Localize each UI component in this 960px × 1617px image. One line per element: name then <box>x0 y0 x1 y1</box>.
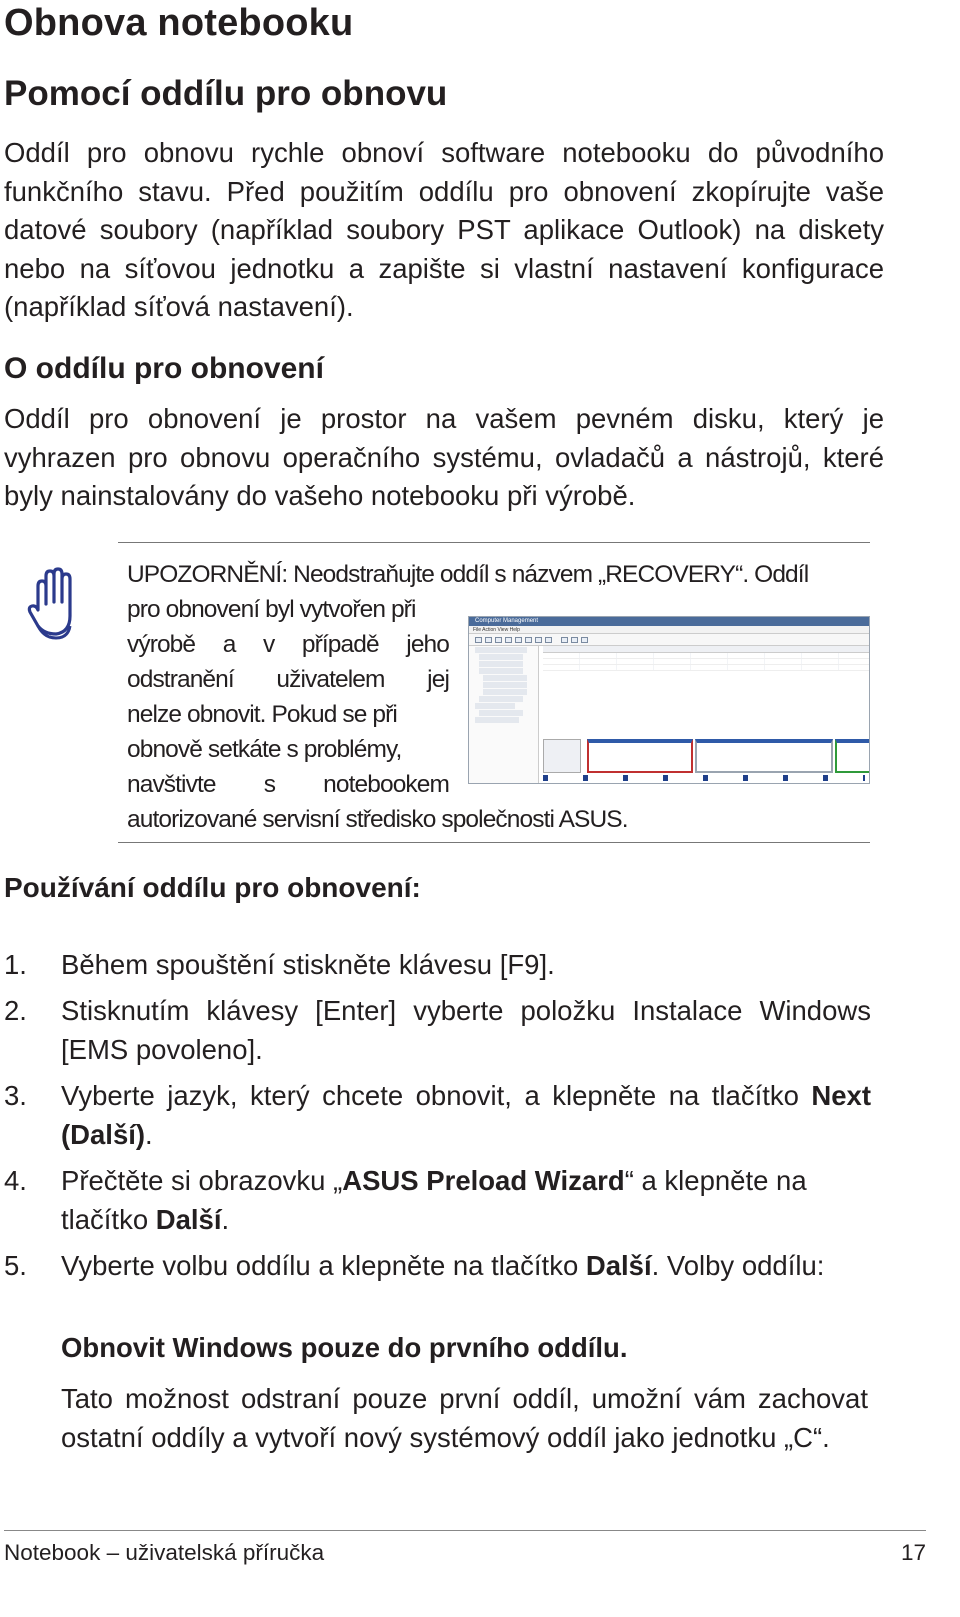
note-top-rule <box>118 542 870 543</box>
step-number: 1. <box>4 949 27 980</box>
note-bottom-rule <box>118 842 870 843</box>
paragraph-recovery-intro: Oddíl pro obnovu rychle obnoví software notebooku do původního funkčního stavu. Před použitím oddílu pro obnovení zkopírujte vaše datové soubory (například soubory PST aplikace Outlook) na diskety nebo na síťovou jednotku a zapište si vlastní nastavení konfigurace (například síťová nastavení). <box>4 137 884 322</box>
screenshot-tree-pane <box>469 646 539 783</box>
note-line: obnově setkáte s problémy, <box>127 736 402 763</box>
step-text: Vyberte volbu oddílu a klepněte na tlačítko Další. Volby oddílu: <box>61 1250 825 1281</box>
note-last-line: autorizované servisní středisko společnosti ASUS. <box>127 806 628 833</box>
section-heading-about: O oddílu pro obnovení <box>4 352 324 385</box>
note-line: výrobě a v případě jeho <box>127 631 449 658</box>
page-number: 17 <box>900 1540 926 1565</box>
option-description: Tato možnost odstraní pouze první oddíl, umožní vám zachovat ostatní oddíly a vytvoří nový systémový oddíl jako jednotku „C“. <box>61 1383 868 1453</box>
screenshot-disk-map <box>543 739 865 773</box>
note-line: nelze obnovit. Pokud se při <box>127 701 397 728</box>
step-number: 3. <box>4 1080 27 1111</box>
note-line-1: UPOZORNĚNÍ: Neodstraňujte oddíl s názvem „RECOVERY“. Oddíl <box>127 561 809 588</box>
warning-hand-icon <box>24 566 84 646</box>
step-number: 4. <box>4 1165 27 1196</box>
next-label: Další <box>155 1204 222 1235</box>
step-number: 2. <box>4 995 27 1026</box>
footer-manual-title: Notebook – uživatelská příručka <box>4 1540 325 1565</box>
section-heading-recovery-partition: Pomocí oddílu pro obnovu <box>4 74 448 113</box>
page-title: Obnova notebooku <box>4 2 354 44</box>
screenshot-titlebar: Computer Management <box>469 617 869 626</box>
note-line: odstranění uživatelem jej <box>127 666 449 693</box>
computer-management-screenshot <box>468 616 870 784</box>
next-label: Next (Další) <box>61 1080 871 1150</box>
section-heading-using: Používání oddílu pro obnovení: <box>4 872 421 903</box>
step-text: Stisknutím klávesy [Enter] vyberte položku Instalace Windows [EMS povoleno]. <box>61 995 871 1065</box>
note-line: navštivte s notebookem <box>127 771 449 798</box>
screenshot-menubar: File Action View Help <box>469 626 869 634</box>
note-line: pro obnovení byl vytvořen při <box>127 596 416 623</box>
step-text: Vyberte jazyk, který chcete obnovit, a klepněte na tlačítko Next (Další). <box>61 1080 871 1150</box>
option-heading: Obnovit Windows pouze do prvního oddílu. <box>61 1332 628 1363</box>
paragraph-about: Oddíl pro obnovení je prostor na vašem pevném disku, který je vyhrazen pro obnovu operačního systému, ovladačů a nástrojů, které byly nainstalovány do vašeho notebooku při výrobě. <box>4 403 884 511</box>
wizard-name: ASUS Preload Wizard <box>342 1165 625 1196</box>
screenshot-legend <box>543 775 865 781</box>
screenshot-toolbar <box>469 634 869 646</box>
step-number: 5. <box>4 1250 27 1281</box>
footer-rule <box>4 1530 926 1531</box>
next-label: Další <box>585 1250 652 1281</box>
step-text: Přečtěte si obrazovku „ASUS Preload Wizard“ a klepněte na tlačítko Další. <box>61 1165 807 1235</box>
step-text: Během spouštění stiskněte klávesu [F9]. <box>61 949 555 980</box>
screenshot-volume-table <box>543 646 869 688</box>
